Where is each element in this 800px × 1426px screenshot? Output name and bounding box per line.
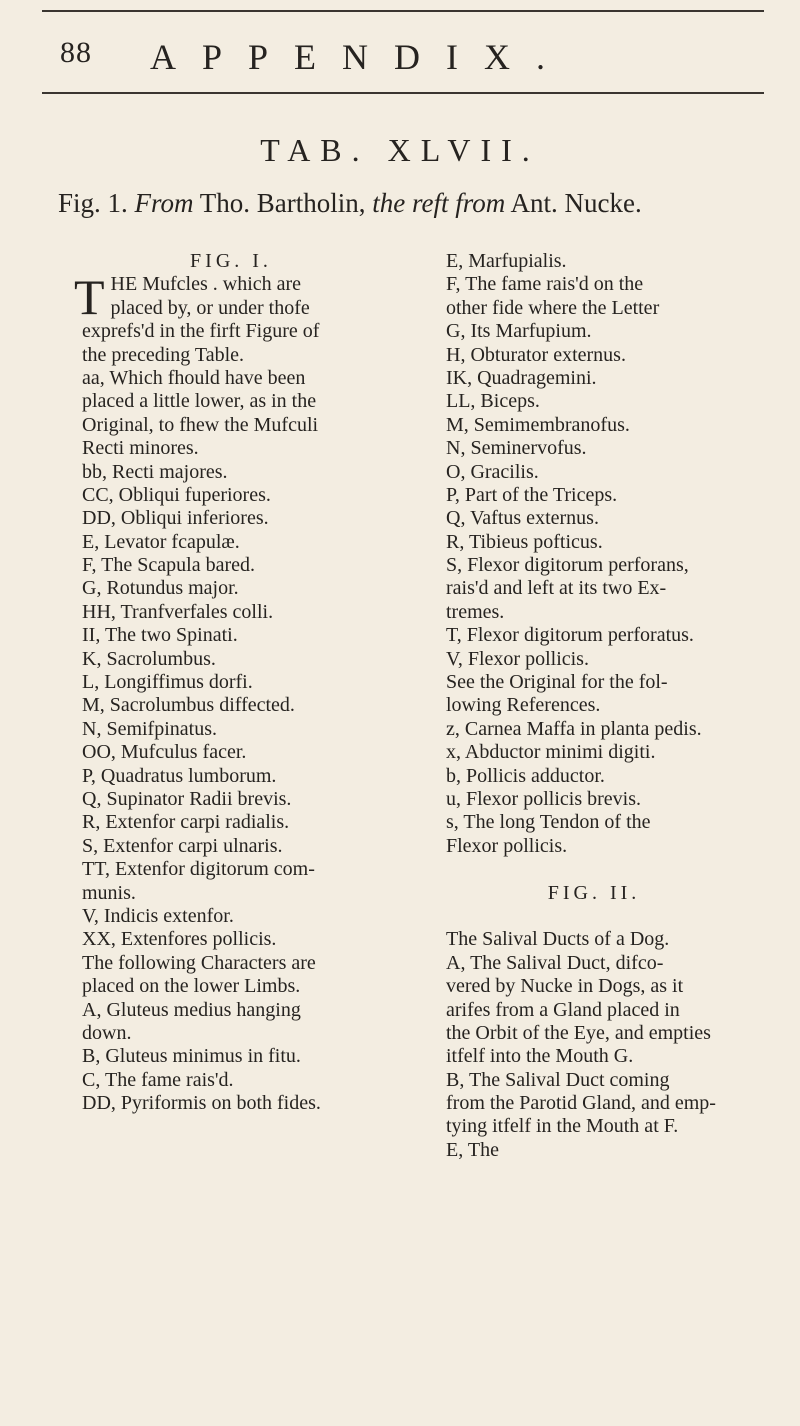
text-line: B, Gluteus minimus in fitu.	[82, 1045, 301, 1068]
text-line: arifes from a Gland placed in	[446, 998, 680, 1021]
text-line: E, Levator fcapulæ.	[82, 530, 240, 553]
header-rule	[42, 92, 764, 94]
text-line: s, The long Tendon of the	[446, 811, 651, 834]
running-title: APPENDIX.	[150, 37, 572, 77]
text-line: S, Extenfor carpi ulnaris.	[82, 834, 283, 857]
text-line: z, Carnea Maffa in planta pedis.	[446, 717, 702, 740]
text-line: the Orbit of the Eye, and empties	[446, 1021, 711, 1044]
text-line: Q, Vaftus externus.	[446, 507, 599, 530]
text-line: DD, Obliqui inferiores.	[82, 507, 269, 530]
right-line-list-a	[424, 250, 764, 858]
caption-source: Tho. Bartholin,	[199, 188, 366, 218]
text-line: Q, Supinator Radii brevis.	[82, 787, 292, 810]
text-line: u, Flexor pollicis brevis.	[446, 787, 641, 810]
text-line: P, Quadratus lumborum.	[82, 764, 277, 787]
left-line-list	[60, 320, 402, 1115]
text-line: placed by, or under thofe	[110, 296, 310, 319]
text-line: S, Flexor digitorum perforans,	[446, 554, 689, 577]
caption-from: From	[134, 188, 194, 218]
text-line: V, Indicis extenfor.	[82, 904, 234, 927]
text-line: C, The fame rais'd.	[82, 1068, 234, 1091]
text-line: exprefs'd in the firft Figure of	[82, 320, 320, 343]
text-line: other fide where the Letter	[446, 296, 660, 319]
text-line: XX, Extenfores pollicis.	[82, 928, 277, 951]
text-line: G, Its Marfupium.	[446, 320, 592, 343]
text-line: bb, Recti majores.	[82, 460, 228, 483]
caption-prefix: Fig. 1.	[58, 188, 128, 218]
text-line: itfelf into the Mouth G.	[446, 1045, 634, 1068]
page-number: 88	[60, 36, 92, 69]
text-line: tying itfelf in the Mouth at F.	[446, 1115, 679, 1138]
text-line: P, Part of the Triceps.	[446, 483, 618, 506]
text-line: placed on the lower Limbs.	[82, 975, 301, 998]
intro-paragraph	[60, 273, 402, 320]
text-line: R, Extenfor carpi radialis.	[82, 811, 290, 834]
text-line: R, Tibieus pofticus.	[446, 530, 603, 553]
drop-cap: T	[74, 273, 105, 321]
text-line: II, The two Spinati.	[82, 624, 238, 647]
caption-source-2: Ant. Nucke.	[510, 188, 642, 218]
text-line: M, Semimembranofus.	[446, 413, 630, 436]
text-line: placed a little lower, as in the	[82, 390, 317, 413]
text-line: CC, Obliqui fuperiores.	[82, 483, 271, 506]
text-line: F, The Scapula bared.	[82, 554, 255, 577]
text-line: TT, Extenfor digitorum com-	[82, 858, 315, 881]
fig-2-heading: FIG. II.	[547, 881, 641, 904]
text-line: O, Gracilis.	[446, 460, 539, 483]
fig-1-heading: FIG. I.	[190, 250, 272, 272]
text-line: The Salival Ducts of a Dog.	[446, 928, 670, 951]
left-column	[60, 250, 402, 1115]
text-line: IK, Quadragemini.	[446, 366, 597, 389]
text-line: OO, Mufculus facer.	[82, 741, 247, 764]
text-line: Flexor pollicis.	[446, 834, 568, 857]
text-line: A, Gluteus medius hanging	[82, 998, 301, 1021]
text-line: H, Obturator externus.	[446, 343, 626, 366]
text-line: Recti minores.	[82, 437, 199, 460]
top-border-rule	[42, 10, 764, 12]
text-line: the preceding Table.	[82, 343, 245, 366]
text-line: Original, to fhew the Mufculi	[82, 413, 319, 436]
text-line: LL, Biceps.	[446, 390, 540, 413]
text-line: rais'd and left at its two Ex-	[446, 577, 667, 600]
text-line: DD, Pyriformis on both fides.	[82, 1092, 321, 1115]
text-line: x, Abductor minimi digiti.	[446, 741, 656, 764]
text-line: V, Flexor pollicis.	[446, 647, 589, 670]
text-line: T, Flexor digitorum perforatus.	[446, 624, 694, 647]
text-line: vered by Nucke in Dogs, as it	[446, 975, 684, 998]
text-line: down.	[82, 1021, 132, 1044]
text-line: E, Marfupialis.	[446, 250, 567, 272]
text-line: tremes.	[446, 600, 505, 623]
right-line-list-b	[424, 928, 764, 1162]
text-line: N, Semifpinatus.	[82, 717, 217, 740]
text-line: A, The Salival Duct, difco-	[446, 951, 664, 974]
text-line: E, The	[446, 1138, 499, 1161]
text-line: L, Longiffimus dorfi.	[82, 671, 253, 694]
page-header	[60, 36, 760, 80]
text-line: K, Sacrolumbus.	[82, 647, 216, 670]
text-line: See the Original for the fol-	[446, 671, 668, 694]
text-line: aa, Which fhould have been	[82, 366, 306, 389]
text-line: F, The fame rais'd on the	[446, 273, 644, 296]
text-line: munis.	[82, 881, 136, 904]
right-column	[424, 250, 764, 1162]
text-line: B, The Salival Duct coming	[446, 1068, 670, 1091]
text-line: G, Rotundus major.	[82, 577, 239, 600]
text-line: HE Mufcles . which are	[110, 273, 302, 296]
text-line: N, Seminervofus.	[446, 437, 587, 460]
text-line: lowing References.	[446, 694, 601, 717]
caption-rest: the reft from	[372, 188, 506, 218]
figure-caption	[58, 188, 778, 219]
text-line: HH, Tranfverfales colli.	[82, 600, 274, 623]
text-line: b, Pollicis adductor.	[446, 764, 605, 787]
text-line: M, Sacrolumbus diffected.	[82, 694, 295, 717]
text-line: from the Parotid Gland, and emp-	[446, 1092, 716, 1115]
text-line: The following Characters are	[82, 951, 316, 974]
plate-title: TAB. XLVII.	[260, 132, 540, 168]
